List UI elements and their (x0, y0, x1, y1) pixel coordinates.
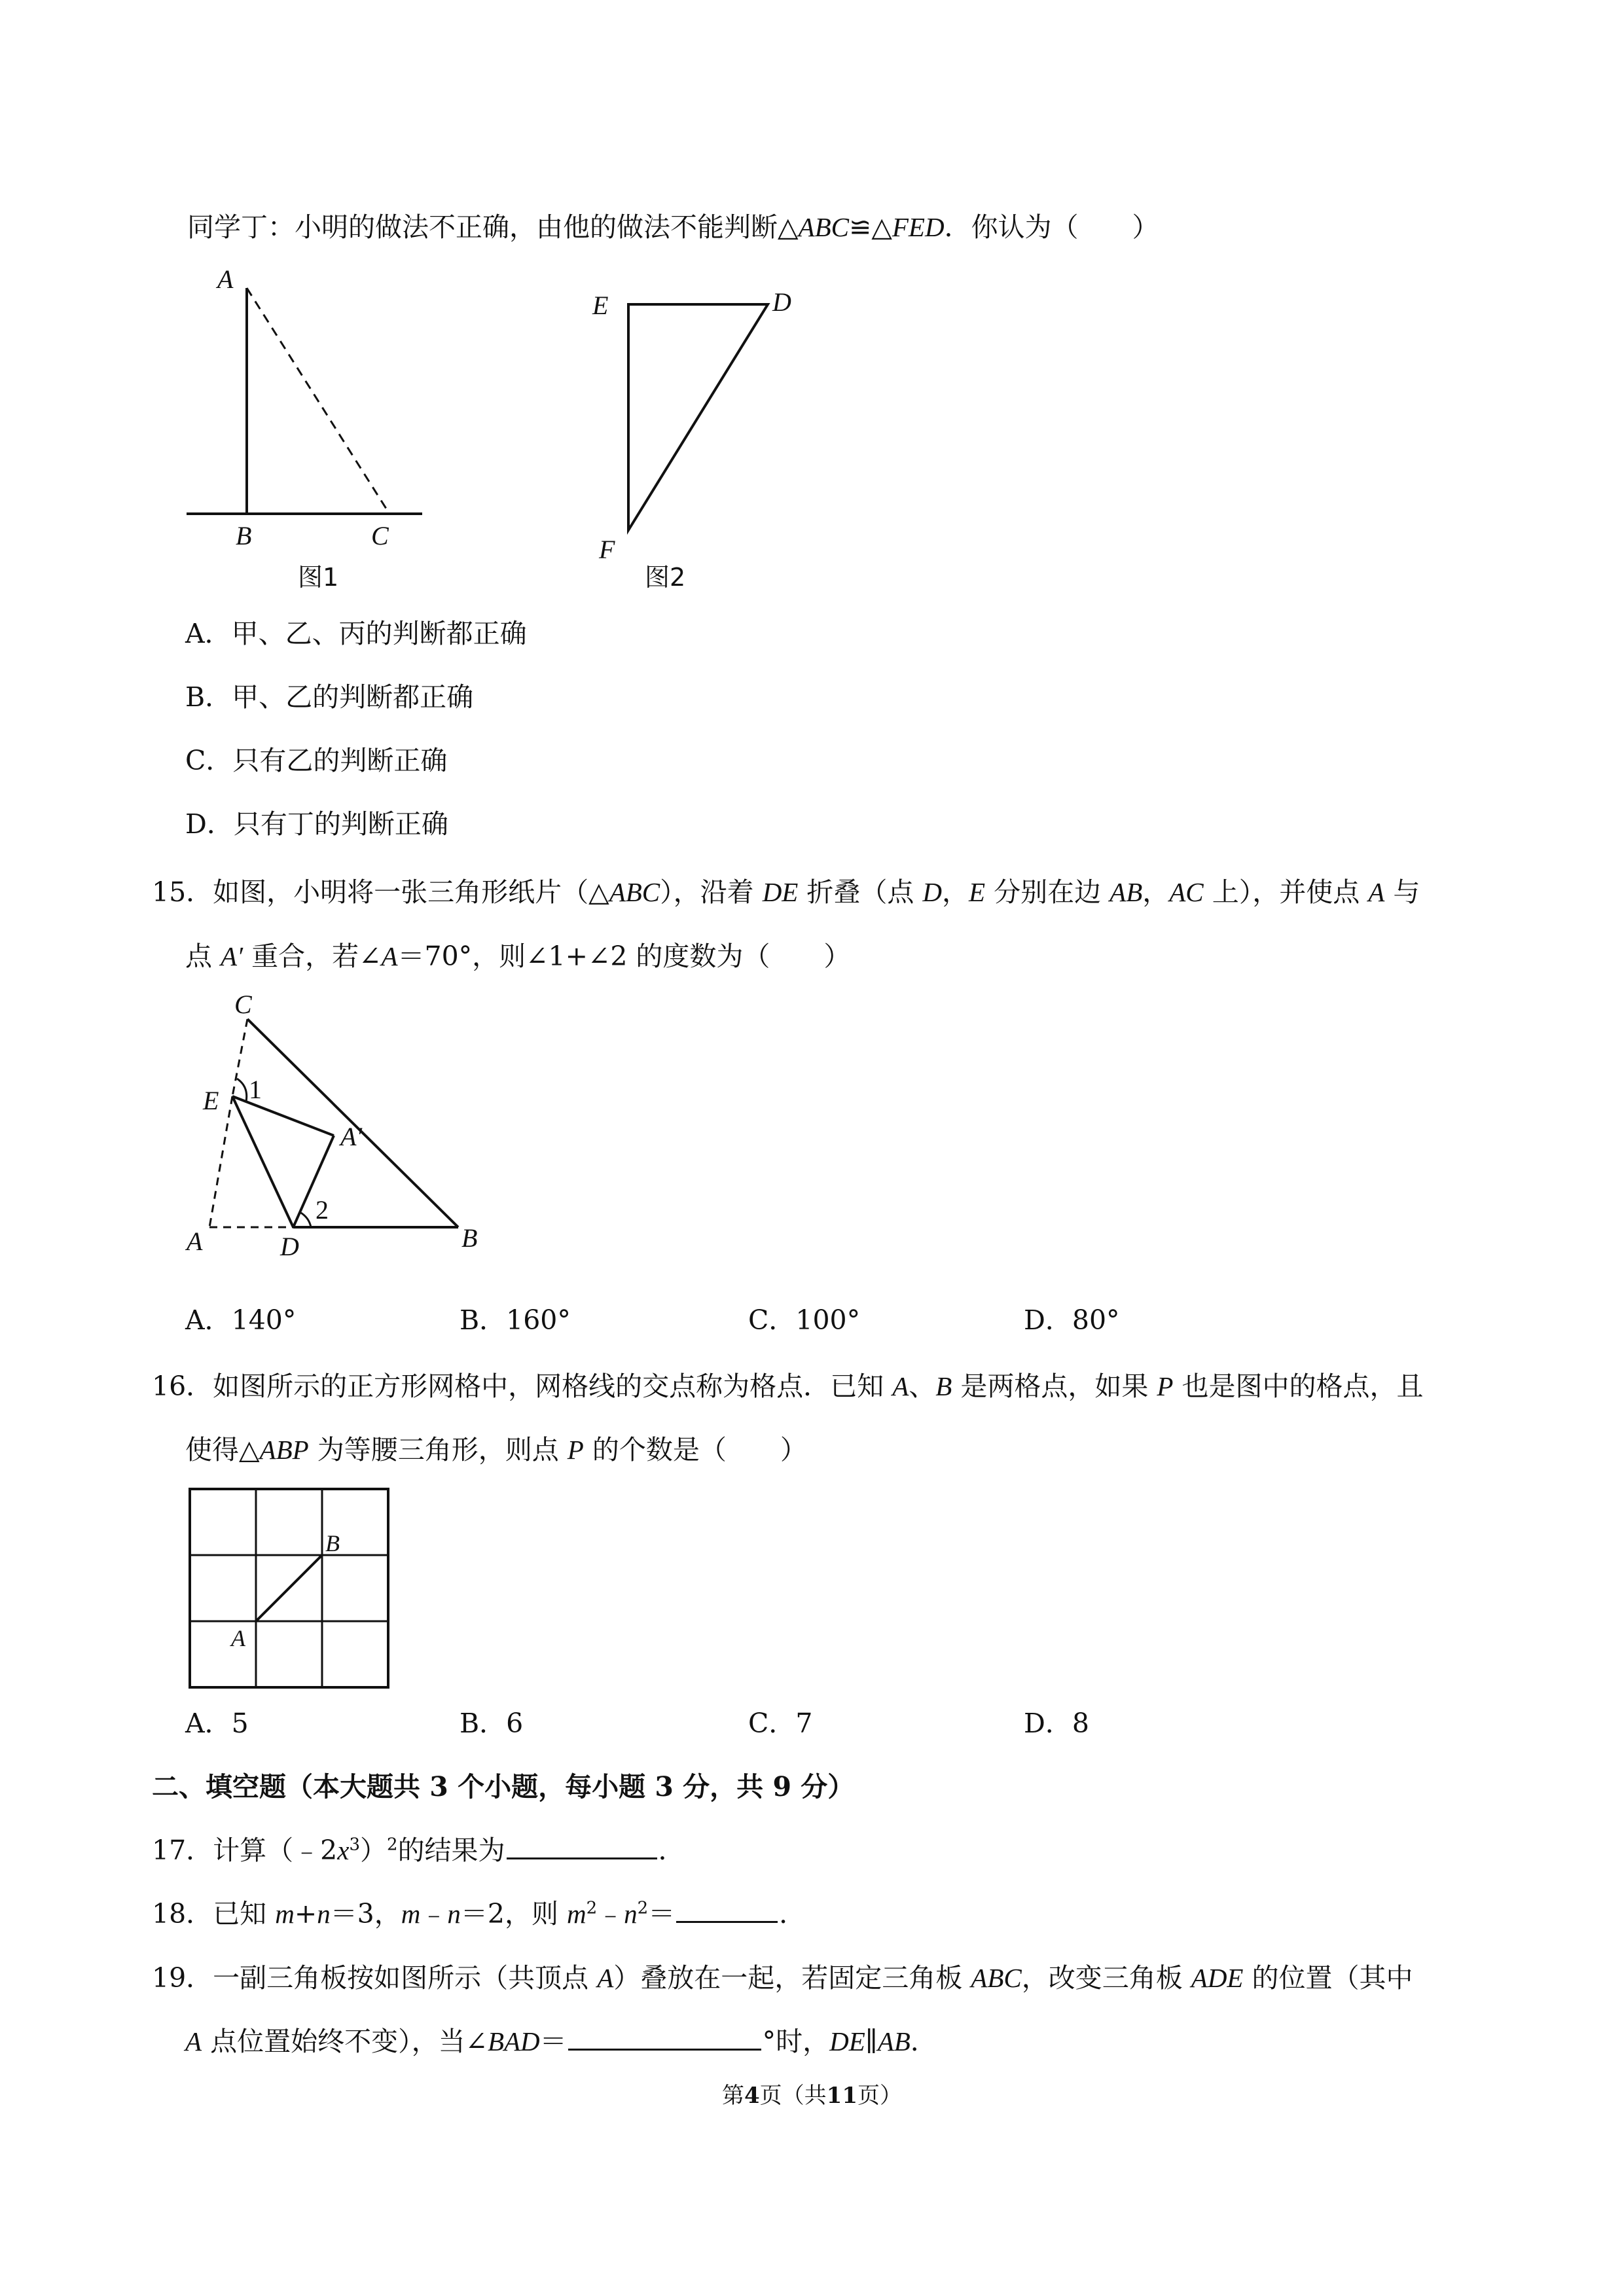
q19-line-2: A 点位置始终不变），当∠BAD＝ °时，DE∥AB． (185, 2026, 937, 2057)
q15-line-1: 15．如图，小明将一张三角形纸片（△ABC），沿着 DE 折叠（点 D，E 分别在边 AB，AC 上），并使点 A 与 (152, 876, 1420, 908)
q16-line-2: 使得△ABP 为等腰三角形，则点 P 的个数是（ ） (185, 1434, 807, 1465)
q14-statement: 同学丁：小明的做法不正确，由他的做法不能判断△ABC≌△FED．你认为（ ） (187, 211, 1159, 243)
fig2-label-f: F (599, 535, 615, 564)
q15-label-e: E (203, 1086, 219, 1115)
fig1-label-a: A (217, 264, 234, 294)
q16-option-b[interactable]: B．6 (460, 1708, 524, 1739)
q15-angle-2-arc (300, 1212, 311, 1227)
q19-line-1: 19．一副三角板按如图所示（共顶点 A）叠放在一起，若固定三角板 ABC，改变三角板 ADE 的位置（其中 (152, 1962, 1413, 1994)
q15-dashed-ea (209, 1096, 232, 1227)
q16-line-1: 16．如图所示的正方形网格中，网格线的交点称为格点．已知 A、B 是两格点，如果 P 也是图中的格点，且 (152, 1371, 1424, 1402)
fig2-caption: 图2 (645, 563, 686, 592)
fig1-caption: 图1 (298, 563, 339, 592)
fig1-label-c: C (371, 521, 389, 550)
fig1-dashed-ac (247, 288, 389, 514)
q14-option-c[interactable]: C．只有乙的判断正确 (185, 745, 448, 776)
q15-option-d[interactable]: D．80° (1024, 1304, 1120, 1336)
q17-answer-blank[interactable] (507, 1834, 657, 1859)
q16-label-b: B (325, 1530, 340, 1556)
q16-option-a[interactable]: A．5 (185, 1708, 249, 1739)
q18-line: 18．已知 m+n＝3，m﹣n＝2，则 $m^2﹣n^2=$ ． (152, 1898, 806, 1929)
q15-label-2: 2 (316, 1195, 329, 1225)
fig1-label-b: B (236, 521, 252, 550)
q15-option-a[interactable]: A．140° (185, 1304, 297, 1336)
q14-option-b[interactable]: B．甲、乙的判断都正确 (185, 681, 474, 713)
q14-option-d[interactable]: D．只有丁的判断正确 (185, 808, 448, 840)
q14-figure-1 (177, 259, 439, 599)
q16-option-d[interactable]: D．8 (1024, 1708, 1089, 1739)
q16-label-a: A (231, 1625, 245, 1651)
fig2-label-d: D (772, 287, 791, 317)
q15-option-c[interactable]: C．100° (748, 1304, 861, 1336)
q15-label-aprime: A′ (340, 1122, 363, 1151)
q15-line-2: 点 A′ 重合，若∠A＝70°，则∠1+∠2 的度数为（ ） (185, 941, 851, 972)
q16-segment-ab (256, 1555, 322, 1621)
page-footer: 第4页（共11页） (722, 2083, 902, 2109)
q15-label-1: 1 (249, 1075, 262, 1104)
fig2-triangle-edf (628, 304, 768, 530)
q14-figure-2 (586, 275, 821, 602)
q15-label-a: A (187, 1227, 203, 1256)
fig2-label-e: E (592, 291, 609, 320)
section-2-heading: 二、填空题（本大题共 3 个小题，每小题 3 分，共 9 分） (152, 1771, 855, 1803)
q15-label-c: C (234, 990, 252, 1019)
q19-answer-blank[interactable] (568, 2025, 761, 2051)
q16-grid-figure (187, 1486, 396, 1695)
q15-label-d: D (280, 1232, 299, 1261)
q15-label-b: B (461, 1223, 478, 1253)
q16-option-c[interactable]: C．7 (748, 1708, 813, 1739)
q15-figure (177, 982, 517, 1276)
q18-answer-blank[interactable] (676, 1897, 778, 1923)
q14-option-a[interactable]: A．甲、乙、丙的判断都正确 (185, 618, 527, 649)
q15-dashed-ce (232, 1019, 247, 1096)
q15-option-b[interactable]: B．160° (460, 1304, 571, 1336)
q17-line: 17．计算$(﹣2x^3)^2$的结果为 ． (152, 1835, 685, 1866)
